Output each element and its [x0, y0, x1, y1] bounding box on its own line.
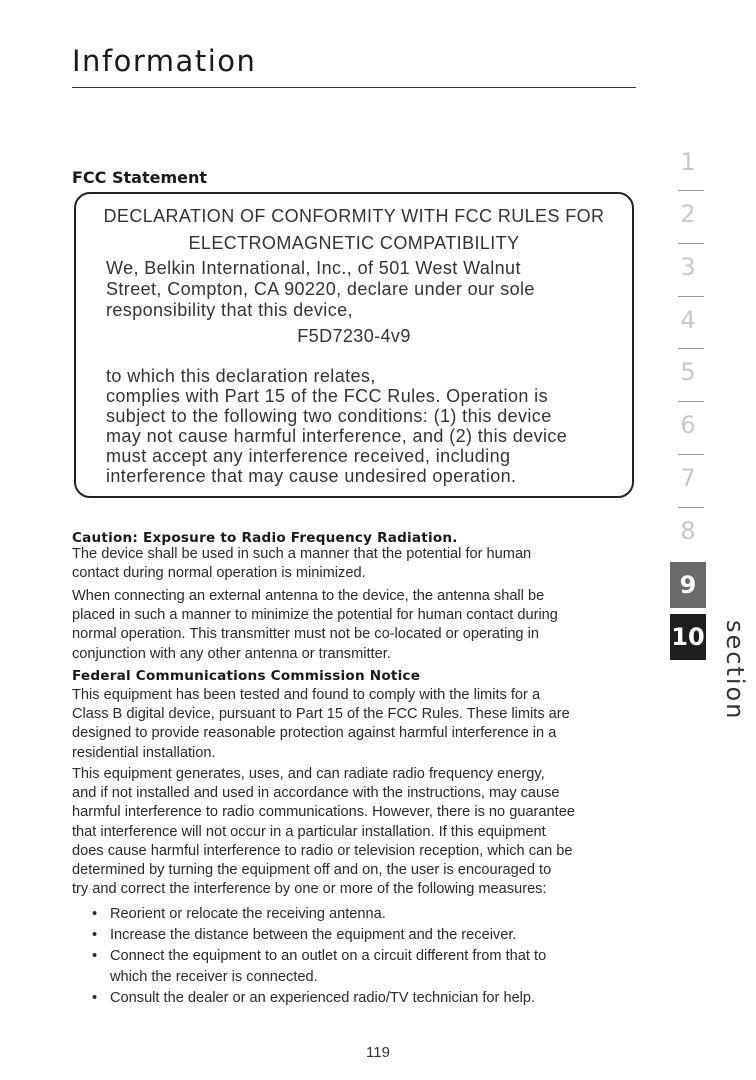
text-line: try and correct the interference by one or more of the following measures:	[72, 881, 547, 898]
list-item: • Reorient or relocate the receiving antenna.	[92, 904, 652, 925]
fcc-notice-heading: Federal Communications Commission Notice	[72, 668, 421, 684]
section-nav-item-7[interactable]: 7	[680, 464, 696, 492]
measures-list	[92, 904, 652, 1009]
section-nav-item-8[interactable]: 8	[680, 517, 696, 545]
text-line: conjunction with any other antenna or transmitter.	[72, 645, 391, 662]
declaration-text-line: may not cause harmful interference, and (2) this device	[106, 426, 568, 446]
declaration-text-line: interference that may cause undesired operation.	[106, 466, 517, 486]
declaration-title-line-1: DECLARATION OF CONFORMITY WITH FCC RULES FOR	[103, 206, 605, 226]
text-line: normal operation. This transmitter must not be co-located or operating in	[72, 626, 539, 643]
nav-divider	[678, 243, 704, 244]
declaration-title-line-2: ELECTROMAGNETIC COMPATIBILITY	[188, 233, 520, 253]
section-nav-item-5[interactable]: 5	[680, 358, 696, 386]
section-nav-item-6[interactable]: 6	[680, 411, 696, 439]
text-line: This equipment generates, uses, and can radiate radio frequency energy,	[72, 766, 545, 782]
declaration-text-line: to which this declaration relates,	[106, 366, 376, 386]
device-model: F5D7230-4v9	[297, 326, 411, 346]
declaration-text-line: We, Belkin International, Inc., of 501 West Walnut	[106, 258, 521, 278]
section-nav-item-9[interactable]: 9	[670, 562, 706, 608]
nav-divider	[678, 348, 704, 349]
text-line: does cause harmful interference to radio or television reception, which can be	[72, 842, 573, 859]
nav-divider	[678, 401, 704, 402]
text-line: determined by turning the equipment off and on, the user is encouraged to	[72, 862, 552, 879]
text-line: that interference will not occur in a particular installation. If this equipment	[72, 823, 546, 840]
list-item: • Increase the distance between the equipment and the receiver.	[92, 925, 652, 946]
text-line: When connecting an external antenna to the device, the antenna shall be	[72, 588, 545, 604]
fcc-notice-paragraph-2	[72, 765, 634, 899]
caution-paragraph-2	[72, 587, 634, 664]
section-nav-item-2[interactable]: 2	[680, 200, 696, 228]
list-item: • Connect the equipment to an outlet on a circuit different from that to	[92, 946, 652, 967]
caution-heading: Caution: Exposure to Radio Frequency Radiation.	[72, 530, 458, 546]
section-nav-item-4[interactable]: 4	[680, 306, 696, 334]
fcc-statement-heading: FCC Statement	[72, 168, 208, 187]
text-line: designed to provide reasonable protection against harmful interference in a	[72, 725, 557, 742]
declaration-text-line: complies with Part 15 of the FCC Rules. Operation is	[106, 386, 548, 406]
text-line: Class B digital device, pursuant to Part 15 of the FCC Rules. These limits are	[72, 706, 570, 723]
section-nav-item-10[interactable]: 10	[670, 614, 706, 660]
declaration-text-line: responsibility that this device,	[106, 300, 353, 320]
section-label: section	[721, 620, 749, 721]
text-line: residential installation.	[72, 744, 216, 761]
caution-paragraph-1	[72, 545, 634, 583]
section-nav-item-3[interactable]: 3	[680, 253, 696, 281]
list-item: • Consult the dealer or an experienced radio/TV technician for help.	[92, 988, 652, 1009]
nav-divider	[678, 190, 704, 191]
nav-divider	[678, 296, 704, 297]
page-number: 119	[366, 1044, 390, 1061]
declaration-text-line: Street, Compton, CA 90220, declare under our sole	[106, 279, 535, 299]
fcc-notice-paragraph-1	[72, 686, 634, 763]
text-line: and if not installed and used in accordance with the instructions, may cause	[72, 785, 560, 802]
nav-divider	[678, 507, 704, 508]
nav-divider	[678, 454, 704, 455]
page-title: Information	[72, 44, 257, 78]
text-line: This equipment has been tested and found to comply with the limits for a	[72, 687, 541, 703]
text-line: The device shall be used in such a manner that the potential for human	[72, 546, 532, 562]
text-line: which the receiver is connected.	[110, 969, 318, 985]
text-line: contact during normal operation is minimized.	[72, 565, 366, 582]
section-nav-item-1[interactable]: 1	[680, 148, 696, 176]
declaration-text-line: subject to the following two conditions: (1) this device	[106, 406, 552, 426]
declaration-text-line: must accept any interference received, including	[106, 446, 511, 466]
list-item-continuation	[92, 967, 652, 988]
text-line: harmful interference to radio communications. However, there is no guarantee	[72, 804, 575, 821]
text-line: placed in such a manner to minimize the potential for human contact during	[72, 607, 558, 624]
title-divider	[72, 87, 636, 88]
